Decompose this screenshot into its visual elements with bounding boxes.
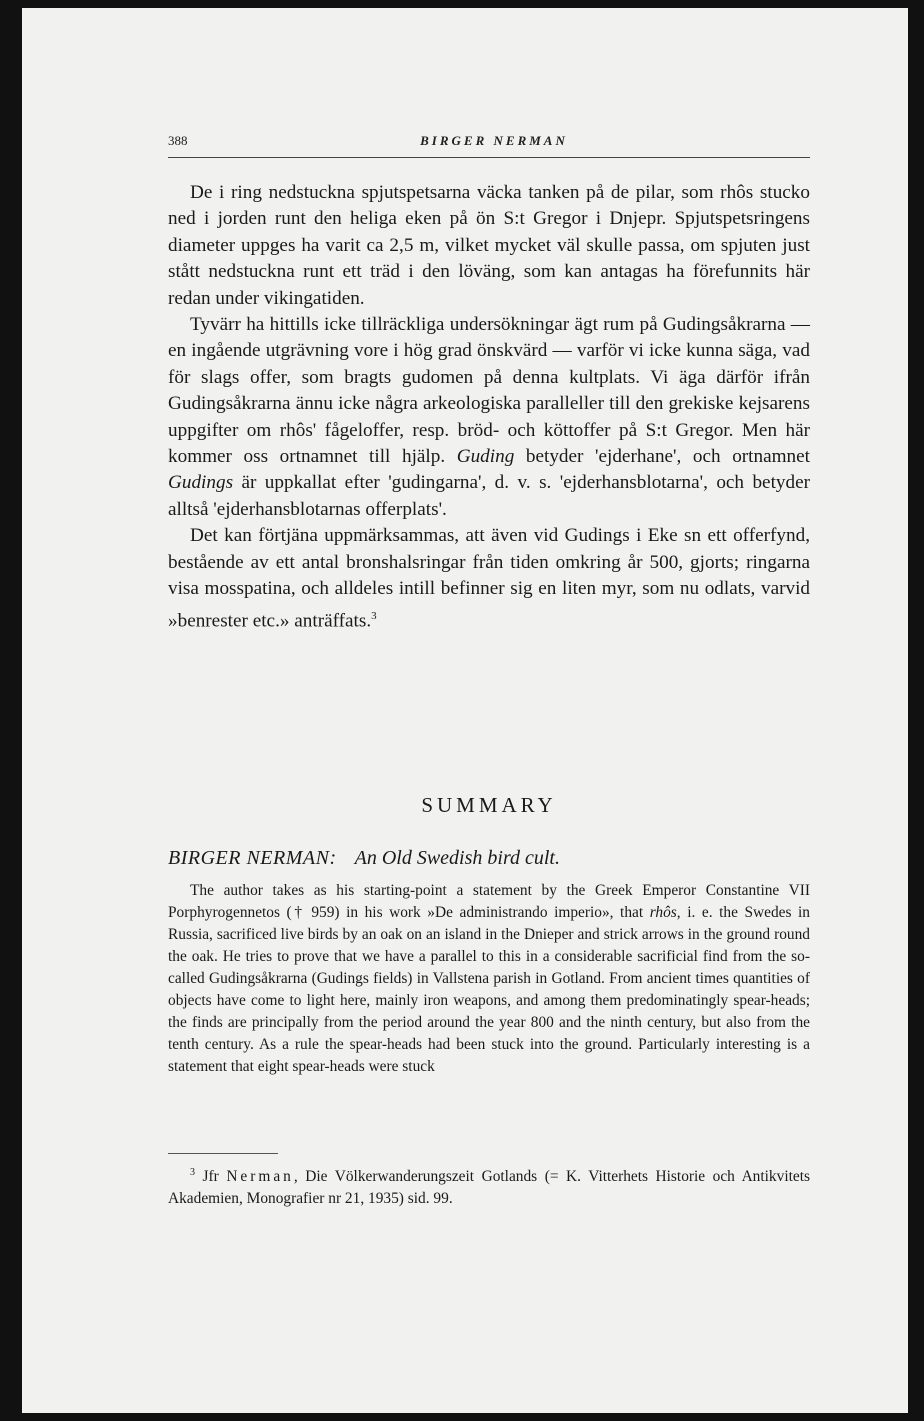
footnote-ref: 3	[371, 609, 377, 622]
summary-text: The author takes as his starting-point a statement by the Greek Emperor Constantine VII Porphyrogennetos († 959) in his work »De administrando imperio», that rhôs, i. e. the Swedes in Russia, sacrificed live birds by an oak on an island in the Dnieper and strick arrows in the ground round the oak. He tries to prove that we have a parallel to this in a considerable sacrificial find from the so-called Gudingsåkrarna (Gudings fields) in Vallstena parish in Gotland. From ancient times quantities of objects have come to light here, mainly iron weapons, and among them predominatingly spear-heads; the finds are principally from the period around the year 800 and the ninth century, but also from the tenth century. As a rule the spear-heads had been stuck into the ground. Particularly interesting is a statement that eight spear-heads were stuck	[168, 882, 810, 1075]
paragraph-2: Tyvärr ha hittills icke tillräckliga undersökningar ägt rum på Gudingsåkrarna — en ingående utgrävning vore i hög grad önskvärd — varför vi icke kunna säga, vad för slags offer, som bragts gudomen på denna kultplats. Vi äga därför ifrån Gudingsåkrarna ännu icke några arkeologiska paralleller till den grekiske kejsarens uppgifter om rhôs' fågeloffer, resp. bröd- och köttoffer på S:t Gregor. Men här kommer oss ortnamnet till hjälp. Guding betyder 'ejderhane', och ortnamnet Gudings är uppkallat efter 'gudingarna', d. v. s. 'ejderhansblotarna', och betyder alltså 'ejderhansblotarnas offerplats'.	[168, 314, 810, 520]
summary-title	[168, 847, 810, 870]
word-gudings: Gudings	[168, 472, 234, 494]
main-text	[168, 180, 810, 634]
summary-article-title: An Old Swedish bird cult.	[354, 847, 560, 869]
footnote-author: Nerman	[226, 1168, 294, 1186]
page-number: 388	[168, 133, 188, 148]
footnote-marker: 3	[190, 1167, 195, 1178]
word-rhos: rhôs	[649, 904, 677, 921]
summary-heading: SUMMARY	[421, 793, 557, 817]
word-guding: Guding	[456, 446, 515, 468]
footnote: $^3$ Jfr Nerman, Die Völkerwanderungszeit Gotlands (= K. Vitterhets Historie och Antikvitets Akademien, Monografier nr 21, 1935) sid. 99.	[168, 1167, 810, 1208]
footnote-rule	[168, 1153, 278, 1154]
summary-author: BIRGER NERMAN:	[168, 847, 337, 869]
running-title: BIRGER NERMAN	[420, 133, 568, 148]
paragraph-1: De i ring nedstuckna spjutspetsarna väcka tanken på de pilar, som rhôs stucko ned i jorden runt den heliga eken på ön S:t Gregor i Dnjepr. Spjutspetsringens diameter uppges ha varit ca 2,5 m, vilket mycket väl skulle passa, om spjuten just stått nedstuckna runt ett träd i den löväng, som kan antagas ha förefunnits här redan under vikingatiden.	[168, 182, 810, 309]
paragraph-3: Det kan förtjäna uppmärksammas, att även vid Gudings i Eke sn ett offerfynd, bestående av ett antal bronshalsringar från tiden omkring år 500, gjorts; ringarna visa mosspatina, och alldeles intill befinner sig en liten myr, som nu odlats, varvid »benrester etc.» anträffats.$^3$	[168, 525, 810, 631]
page-header	[168, 133, 810, 158]
